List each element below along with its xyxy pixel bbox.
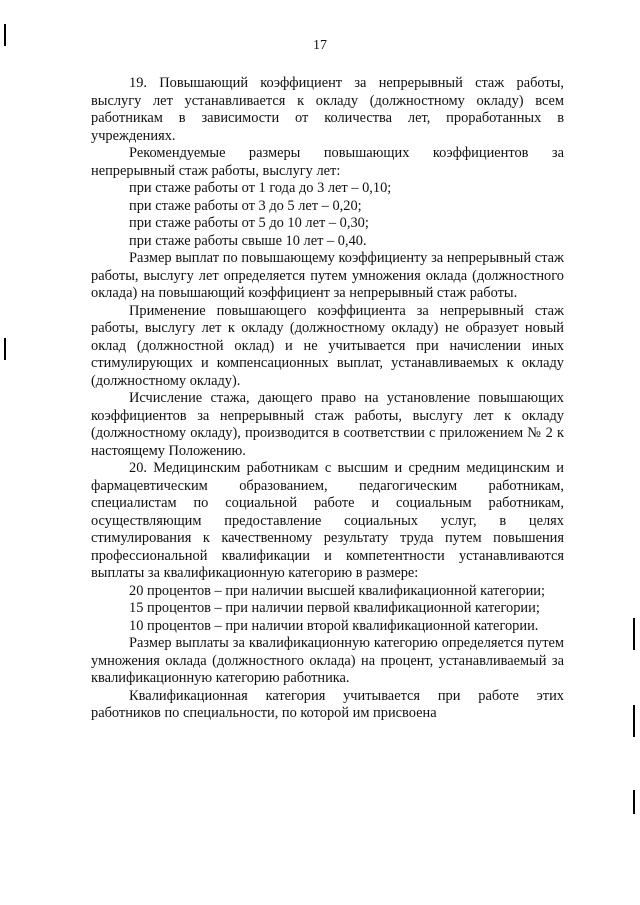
paragraph: Квалификационная категория учитывается при работе этих работников по специальности, по которой им присвоена bbox=[91, 687, 564, 721]
list-item: при стаже работы от 1 года до 3 лет – 0,10; bbox=[129, 180, 392, 196]
list-item: при стаже работы от 5 до 10 лет – 0,30; bbox=[129, 215, 369, 231]
scan-edge-mark bbox=[4, 24, 6, 46]
document-body bbox=[91, 75, 564, 723]
list-item: при стаже работы свыше 10 лет – 0,40. bbox=[129, 232, 367, 249]
scan-edge-mark bbox=[633, 790, 635, 814]
paragraph: Исчисление стажа, дающего право на установление повышающих коэффициентов за непрерывный стаж работы, выслугу лет к окладу (должностному окладу), производится в соответствии с приложением № 2 к настоящему Положению. bbox=[91, 390, 564, 459]
paragraph: 10 процентов – при наличии второй квалификационной категории. bbox=[129, 617, 539, 634]
list-item: при стаже работы от 3 до 5 лет – 0,20; bbox=[129, 197, 362, 214]
paragraph: Рекомендуемые размеры повышающих коэффициентов за непрерывный стаж работы, выслугу лет: bbox=[91, 145, 564, 179]
paragraph: 20. Медицинским работникам с высшим и средним медицинским и фармацевтическим образованием, педагогическим работникам, специалистам по социальной работе и социальным работникам, осуществляющим предоставление социальных услуг, в целях стимулирования к качественному результату труда путем повышения профессиональной квалификации и компетентности устанавливаются выплаты за квалификационную категорию в размере: bbox=[91, 460, 564, 581]
paragraph: 19. Повышающий коэффициент за непрерывный стаж работы, выслугу лет устанавливается к окладу (должностному окладу) всем работникам в зависимости от количества лет, проработанных в учреждениях. bbox=[91, 75, 564, 144]
paragraph: Применение повышающего коэффициента за непрерывный стаж работы, выслугу лет к окладу (должностному окладу) не образует новый оклад (должностной оклад) и не учитывается при начислении иных стимулирующих и компенсационных выплат, устанавливаемых к окладу (должностному окладу). bbox=[91, 302, 564, 389]
paragraph: 20 процентов – при наличии высшей квалификационной категории; bbox=[129, 582, 545, 599]
paragraph: 15 процентов – при наличии первой квалификационной категории; bbox=[129, 600, 540, 616]
scan-edge-mark bbox=[633, 705, 635, 737]
scan-edge-mark bbox=[633, 618, 635, 650]
paragraph: Размер выплат по повышающему коэффициенту за непрерывный стаж работы, выслугу лет определяется путем умножения оклада (должностного оклада) на повышающий коэффициент за непрерывный стаж работы. bbox=[91, 250, 564, 301]
paragraph: Размер выплаты за квалификационную категорию определяется путем умножения оклада (должностного оклада) на процент, устанавливаемый за квалификационную категорию работника. bbox=[91, 635, 564, 686]
page-number: 17 bbox=[313, 38, 327, 53]
scan-edge-mark bbox=[4, 338, 6, 360]
